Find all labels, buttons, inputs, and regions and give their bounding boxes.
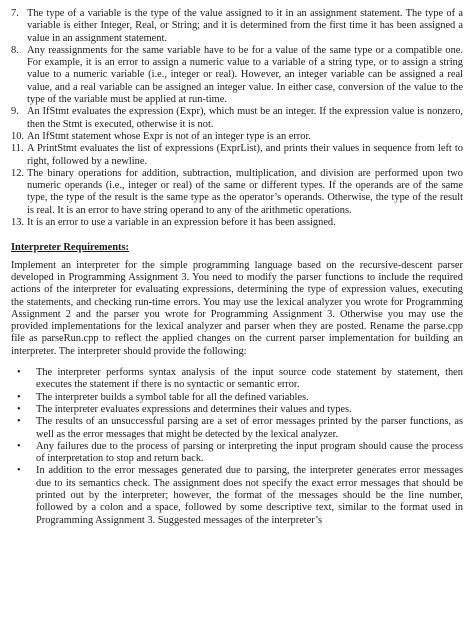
requirement-text: The results of an unsuccessful parsing are a set of error messages printed by the parser functions, as well as the error messages that might be detected by the lexical analyzer. xyxy=(36,416,463,440)
rule-text: An IfStmt evaluates the expression (Expr), which must be an integer. If the expression value is nonzero, then the Stmt is executed, otherwise it is not. xyxy=(27,106,463,130)
requirement-text: The interpreter builds a symbol table for all the defined variables. xyxy=(36,391,309,403)
rule-item xyxy=(11,143,463,168)
intro-paragraph: Implement an interpreter for the simple programming language based on the recursive-descent parser developed in Programming Assignment 3. You need to modify the parser functions to include the required actions of the interpreter for evaluating expressions, determining the type of expression values, executing the statements, and checking run-time errors. You may use the lexical analyzer you wrote for Programming Assignment 2 and the parser you wrote for Programming Assignment 3. Otherwise you may use the provided implementations for the lexical analyzer and parser when they are posted. Rename the parse.cpp file as parseRun.cpp to reflect the applied changes on the current parser implementation for building an interpreter. The interpreter should provide the following: xyxy=(11,259,463,357)
rule-text: The type of a variable is the type of the value assigned to it in an assignment statement. The type of a variable is either Integer, Real, or String; and it is determined from the first time it has been assigned a value in an assignment statement. xyxy=(27,8,463,44)
rule-text: Any reassignments for the same variable have to be for a value of the same type or a compatible one. For example, it is an error to assign a numeric value to a variable of a string type, or to assign a string value to a numeric variable (i.e., integer or real). However, an integer variable can be assigned a real value, and a real variable can be assigned an integer value. In either case, conversion of the value to the type of the variable must be applied at run-time. xyxy=(27,44,463,106)
rule-text: The binary operations for addition, subtraction, multiplication, and division are performed upon two numeric operands (i.e., integer or real) of the same or different types. If the operands are of the same type, the type of the result is the same type as the operator’s operands. Otherwise, the type of the result is real. It is an error to have string operand to any of the arithmetic operations. xyxy=(27,167,463,216)
requirement-item xyxy=(11,367,463,392)
requirement-text: The interpreter performs syntax analysis of the input source code statement by statement, then executes the statement if there is no syntactic or semantic error. xyxy=(36,367,463,391)
rule-text: An IfStmt statement whose Expr is not of an integer type is an error. xyxy=(27,130,311,142)
requirement-text: Any failures due to the process of parsing or interpreting the input program should cause the process of interpretation to stop and return back. xyxy=(36,440,463,465)
rule-number: 8. xyxy=(11,44,19,56)
requirement-item xyxy=(11,416,463,441)
bullet-icon: • xyxy=(17,440,21,452)
rule-number: 7. xyxy=(11,8,19,19)
requirement-item xyxy=(11,392,463,404)
rule-item xyxy=(11,217,463,229)
requirement-item xyxy=(11,465,463,526)
semantic-rules-list xyxy=(11,8,463,229)
rule-number: 11. xyxy=(11,143,24,155)
rule-number: 13. xyxy=(11,217,24,229)
bullet-icon: • xyxy=(17,465,21,477)
requirement-item xyxy=(11,404,463,416)
rule-item xyxy=(11,131,463,143)
rule-text: A PrintStmt evaluates the list of expressions (ExprList), and prints their values in sequence from left to right, followed by a newline. xyxy=(27,143,463,167)
bullet-icon: • xyxy=(17,416,21,428)
rule-item xyxy=(11,8,463,45)
rule-number: 9. xyxy=(11,106,19,118)
requirement-text: The interpreter evaluates expressions and determines their values and types. xyxy=(36,403,352,415)
requirement-text: In addition to the error messages generated due to parsing, the interpreter generates error messages due to its semantics check. The assignment does not specify the exact error messages that should be printed out by the interpreter; however, the format of the messages should be the line number, followed by a colon and a space, followed by some descriptive text, similar to the format used in Programming Assignment 3. Suggested messages of the interpreter’s xyxy=(36,465,463,526)
rule-text: It is an error to use a variable in an expression before it has been assigned. xyxy=(27,217,336,229)
rule-item xyxy=(11,106,463,131)
rule-number: 12. xyxy=(11,167,24,179)
bullet-icon: • xyxy=(17,403,21,415)
rule-item xyxy=(11,45,463,106)
section-heading: Interpreter Requirements: xyxy=(11,242,130,254)
bullet-icon: • xyxy=(17,391,21,403)
requirement-item xyxy=(11,441,463,466)
bullet-icon: • xyxy=(17,367,21,379)
requirements-list xyxy=(11,367,463,527)
rule-number: 10. xyxy=(11,130,24,142)
rule-item xyxy=(11,168,463,217)
